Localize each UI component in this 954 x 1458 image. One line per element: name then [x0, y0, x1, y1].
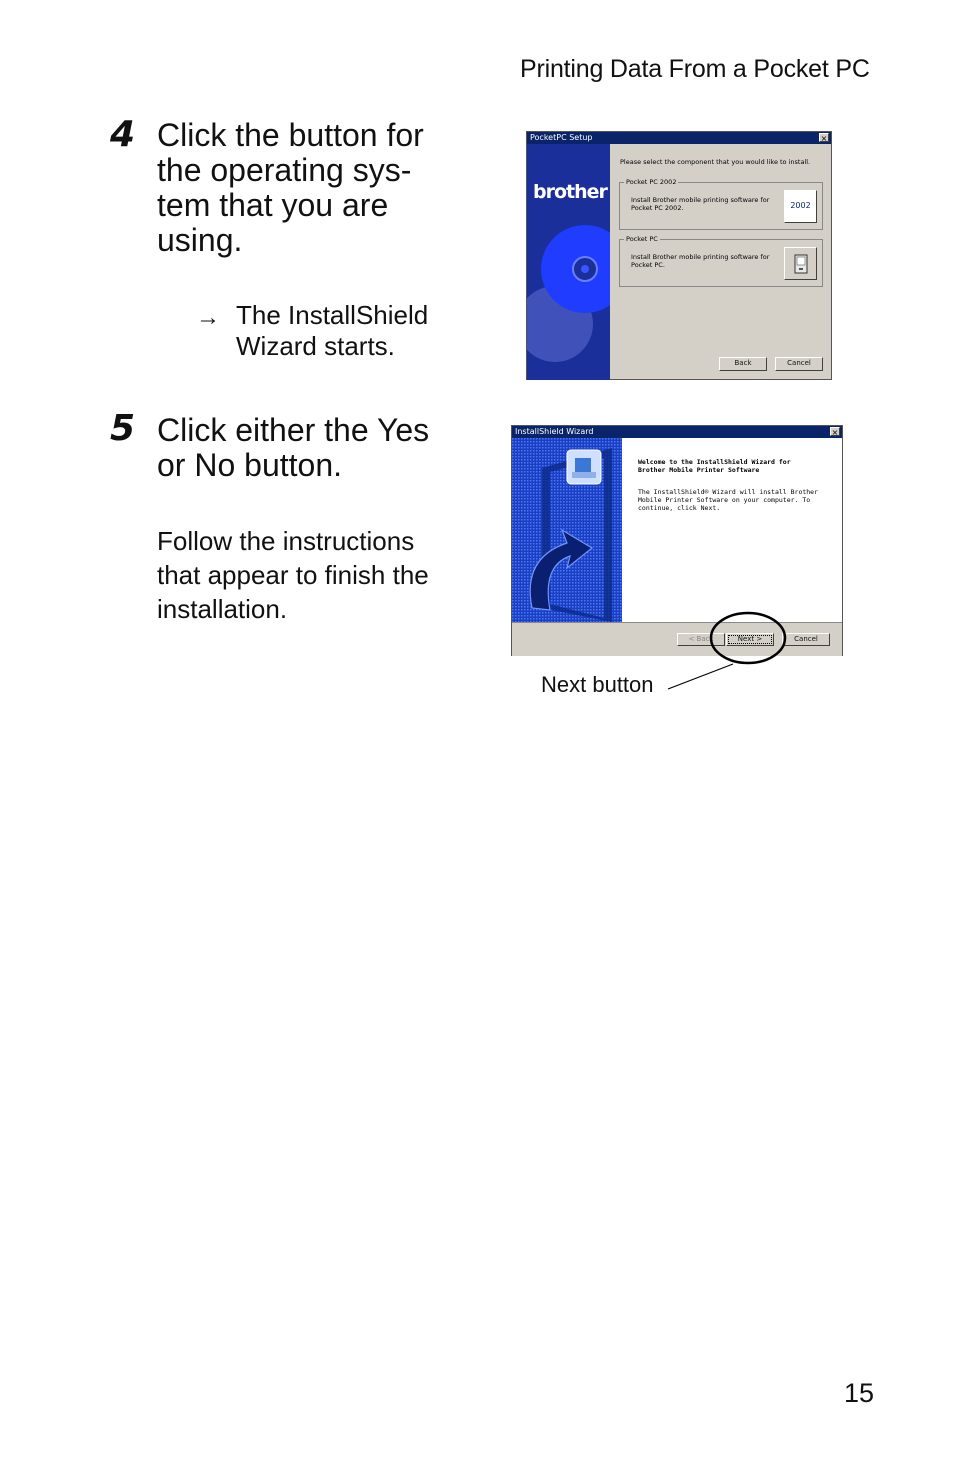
next-button-caption: Next button [541, 672, 654, 697]
running-header: Printing Data From a Pocket PC [520, 55, 870, 83]
wizard-back-button[interactable]: < Back [677, 633, 725, 646]
step-4-number: 4 [110, 114, 136, 155]
component-prompt: Please select the component that you would like to install. [620, 158, 811, 166]
group-description-2002: Install Brother mobile printing software for Pocket PC 2002. [631, 196, 770, 212]
close-icon[interactable]: × [831, 428, 839, 437]
next-button[interactable]: Next > [726, 633, 774, 646]
step-5-number: 5 [110, 408, 136, 449]
group-description-pocketpc: Install Brother mobile printing software for Pocket PC. [631, 253, 770, 269]
brother-logo: brother [533, 181, 607, 203]
cancel-button[interactable]: Cancel [775, 357, 823, 371]
group-label-pocketpc: Pocket PC [626, 235, 658, 243]
wizard-welcome-heading: Welcome to the InstallShield Wizard for Brother Mobile Printer Software [638, 458, 791, 474]
wizard-body-text: The InstallShield® Wizard will install Brother Mobile Printer Software on your computer. To continue, click Next. [638, 488, 819, 512]
wizard-cancel-button[interactable]: Cancel [782, 633, 830, 646]
dialog-title: PocketPC Setup [530, 133, 593, 142]
step-5-followup: Follow the instructions that appear to finish the installation. [157, 526, 429, 624]
result-arrow-icon: → [196, 304, 220, 331]
step-5-instruction: Click either the Yes or No button. [157, 412, 430, 483]
page-number: 15 [844, 1378, 875, 1408]
group-label-2002: Pocket PC 2002 [626, 178, 677, 186]
close-icon[interactable]: × [820, 134, 828, 143]
pocketpc-2002-icon: 2002 [790, 201, 811, 210]
step-4-result: The InstallShield Wizard starts. [236, 300, 429, 361]
wizard-title: InstallShield Wizard [515, 427, 594, 436]
step-4-instruction: Click the button for the operating sys- tem that you are using. [157, 117, 424, 258]
back-button[interactable]: Back [719, 357, 767, 371]
